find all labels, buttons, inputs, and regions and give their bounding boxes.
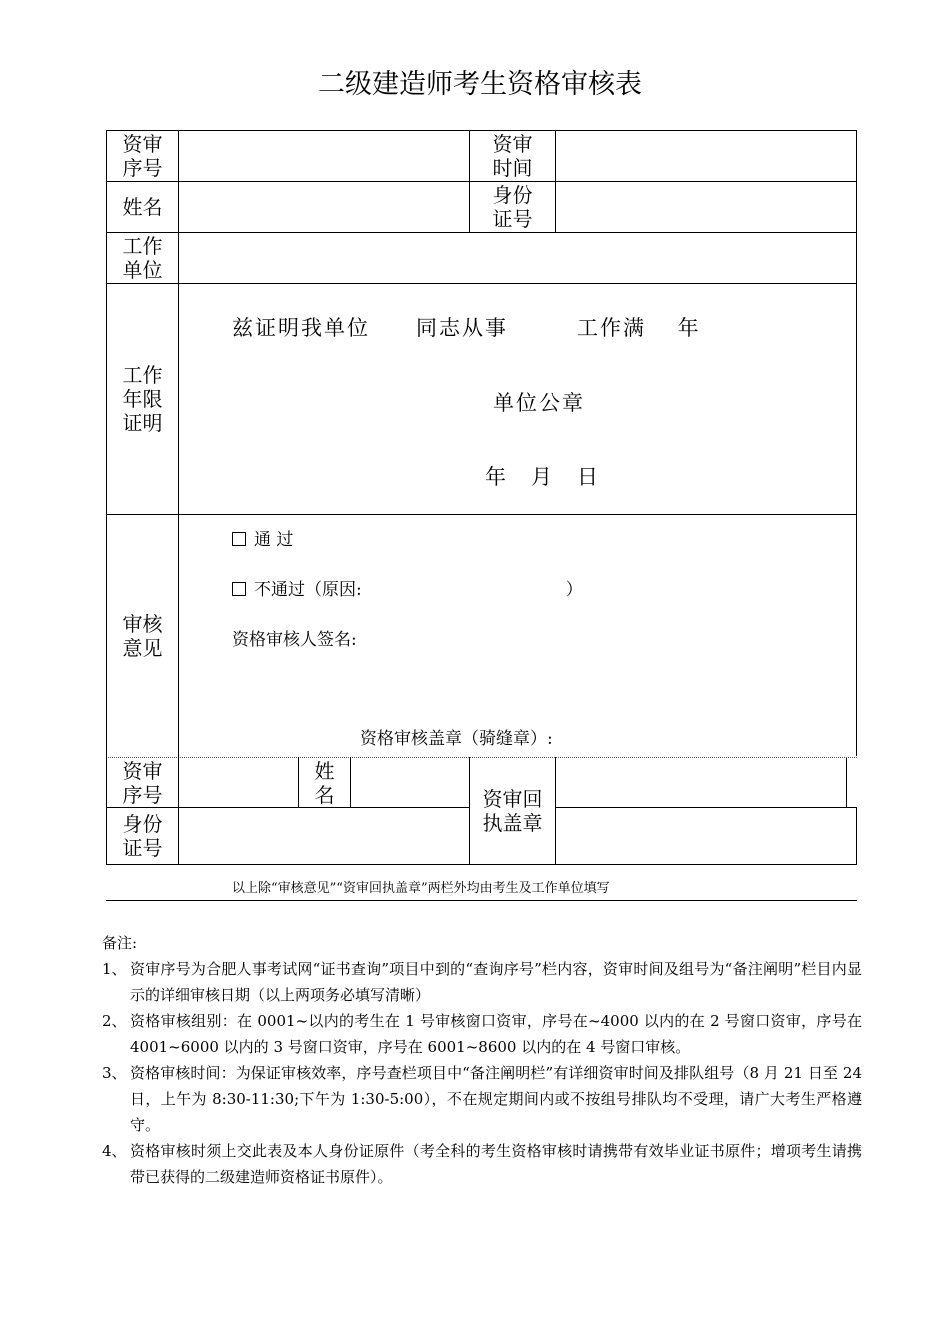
note-item: 1、 资审序号为合肥人事考试网“证书查询”项目中到的“查询序号”栏内容，资审时间及组号为“备注阐明”栏目内显示的详细审核日期（以上两项务必填写清晰） <box>102 960 862 1004</box>
note-item: 4、 资格审核时须上交此表及本人身份证原件（考全科的考生资格审核时请携带有效毕业证书原件；增项考生请携带已获得的二级建造师资格证书原件）。 <box>102 1142 862 1186</box>
id-number-label: 身份 证号 <box>492 183 533 231</box>
table-caption: 以上除“审核意见”“资审回执盖章”两栏外均由考生及工作单位填写 <box>232 881 610 896</box>
serial-number-field[interactable] <box>180 132 468 180</box>
stub-serial-label: 资审 序号 <box>122 759 163 807</box>
employer-label: 工作 单位 <box>122 234 163 282</box>
review-seal-label: 资格审核盖章（骑缝章）: <box>360 729 553 749</box>
stub-id-label: 身份 证号 <box>122 812 163 860</box>
review-time-field[interactable] <box>557 132 855 180</box>
employer-field[interactable] <box>180 234 855 282</box>
name-label: 姓名 <box>122 195 163 219</box>
serial-number-label: 资审 序号 <box>122 132 163 180</box>
work-proof-label: 工作 年限 证明 <box>122 363 163 435</box>
review-opinion-label: 审核 意见 <box>122 612 163 660</box>
stub-return-seal-label: 资审回 执盖章 <box>482 787 543 835</box>
id-number-field[interactable] <box>557 183 855 231</box>
stub-id-field[interactable] <box>180 809 468 863</box>
work-proof-statement: 兹证明我单位 同志从事 工作满 年 <box>232 316 701 340</box>
page-title: 二级建造师考生资格审核表 <box>318 69 642 100</box>
notes-section <box>102 930 862 1190</box>
stub-serial-field[interactable] <box>180 759 297 806</box>
notes-heading: 备注: <box>102 934 138 952</box>
pass-option[interactable]: 通 过 <box>232 525 293 550</box>
stub-name-field[interactable] <box>352 759 468 806</box>
stub-name-label: 姓 名 <box>314 759 335 807</box>
proof-date-label: 年 月 日 <box>485 465 600 489</box>
fail-option[interactable]: 不通过（原因: ） <box>232 575 583 600</box>
unit-seal-label: 单位公章 <box>493 391 585 415</box>
name-field[interactable] <box>180 183 468 231</box>
reviewer-signature-label: 资格审核人签名: <box>232 630 357 650</box>
fail-checkbox[interactable] <box>232 582 246 596</box>
note-item: 2、 资格审核组别：在 0001~以内的考生在 1 号审核窗口资审，序号在~4000 以内的在 2 号窗口资审，序号在 4001~6000 以内的 3 号窗口资审，序号在 6001~8600 以内的在 4 号窗口审核。 <box>102 1012 862 1056</box>
separator-line <box>106 900 857 901</box>
review-time-label: 资审 时间 <box>492 132 533 180</box>
note-item: 3、 资格审核时间：为保证审核效率，序号查栏项目中“备注阐明栏”有详细资审时间及排队组号（8 月 21 日至 24 日，上午为 8:30-11:30;下午为 1:30-5:00），不在规定期间内或不按组号排队均不受理，请广大考生严格遵守。 <box>102 1064 862 1134</box>
stub-return-seal-field[interactable] <box>557 759 845 806</box>
pass-checkbox[interactable] <box>232 532 246 546</box>
